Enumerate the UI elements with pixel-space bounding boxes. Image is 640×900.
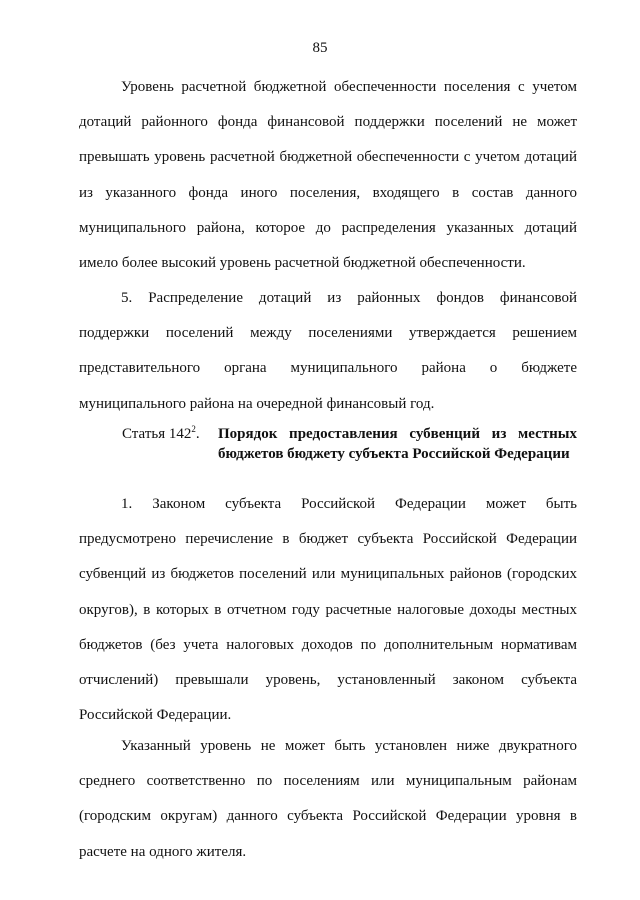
paragraph-block-4 (79, 729, 577, 870)
paragraph-dotation-level: Уровень расчетной бюджетной обеспеченности поселения с учетом дотаций районного фонда финансовой поддержки поселений не может превышать уровень расчетной бюджетной обеспеченности с учетом дотаций из указанного фонда иного поселения, входящего в состав данного муниципального района, которое до распределения указанных дотаций имело более высокий уровень расчетной бюджетной обеспеченности. (79, 79, 577, 272)
article-number (122, 424, 200, 444)
page-number: 85 (312, 40, 328, 56)
paragraph-block-3 (79, 487, 577, 733)
paragraph-subvention-law: 1. Законом субъекта Российской Федерации может быть предусмотрено перечисление в бюджет субъекта Российской Федерации субвенций из бюджетов поселений или муниципальных районов (городских округов), в которых в отчетном году расчетные налоговые доходы местных бюджетов (без учета налоговых доходов по дополнительным нормативам отчислений) превышали уровень, установленный законом субъекта Российской Федерации. (79, 496, 577, 724)
paragraph-block-2 (79, 281, 577, 422)
article-number-suffix: . (195, 426, 200, 442)
article-title: Порядок предоставления субвенций из местных бюджетов бюджету субъекта Российской Федерации (218, 426, 577, 462)
paragraph-level-minimum: Указанный уровень не может быть установлен ниже двукратного среднего соответственно по поселениям или муниципальным районам (городским округам) данного субъекта Российской Федерации уровня в расчете на одного жителя. (79, 738, 577, 860)
paragraph-block-1 (79, 70, 577, 281)
article-number-prefix: Статья 142 (122, 426, 192, 442)
article-number-superscript: 2 (191, 424, 196, 434)
paragraph-distribution-approval: 5. Распределение дотаций из районных фондов финансовой поддержки поселений между поселениями утверждается решением представительного органа муниципального района о бюджете муниципального района на очередной финансовый год. (79, 290, 577, 412)
